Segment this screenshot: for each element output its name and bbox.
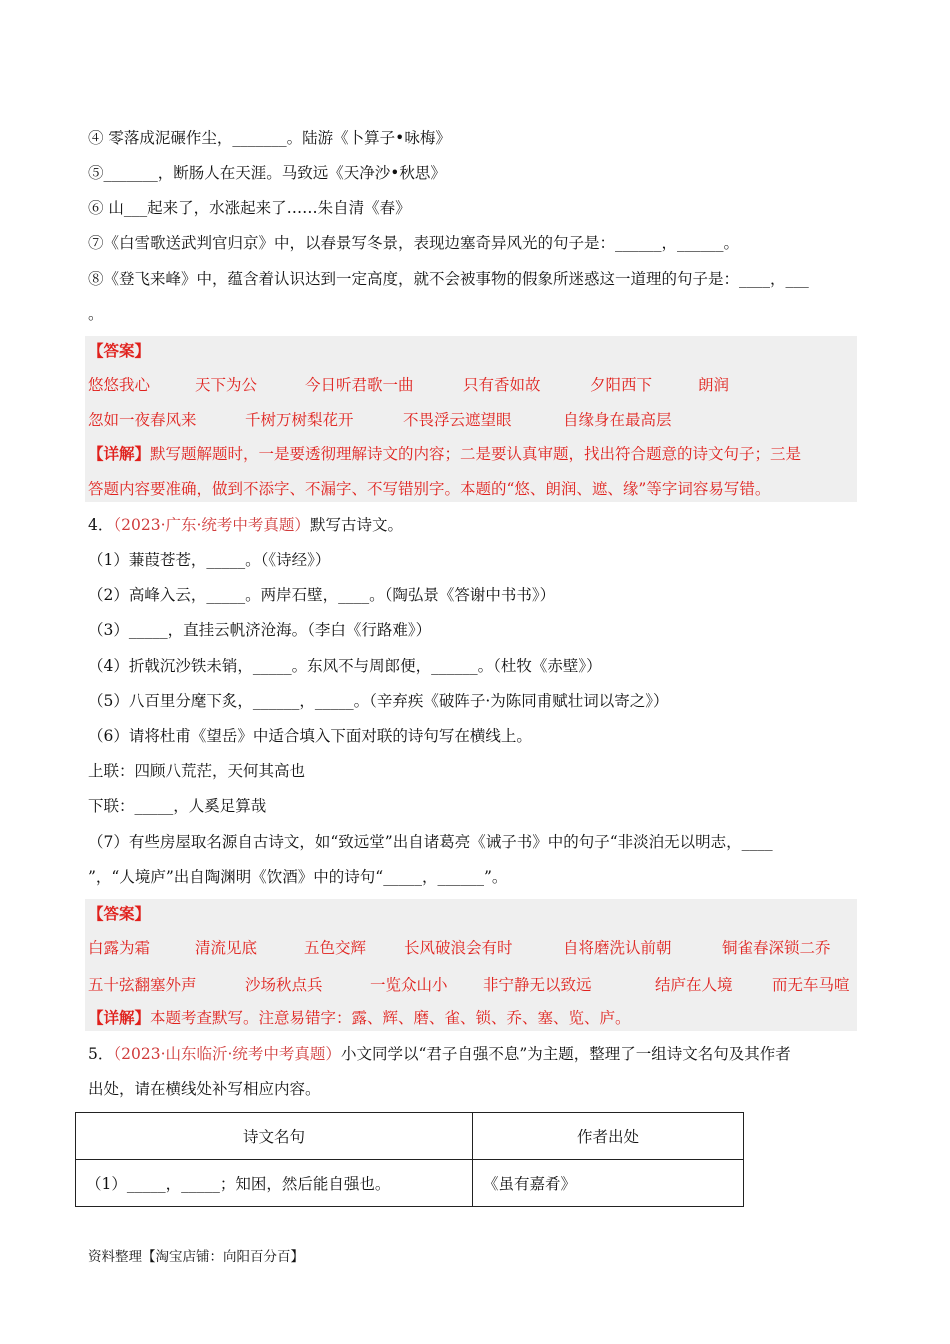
q3-detail-line-2: 答题内容要准确，做到不添字、不漏字、不写错别字。本题的“悠、朗润、遮、缘”等字词容易写错。 — [88, 480, 771, 498]
answer-item: 沙场秋点兵 — [245, 976, 323, 994]
q4-item-6: （6）请将杜甫《望岳》中适合填入下面对联的诗句写在横线上。 — [88, 727, 532, 745]
q3-item-7: ⑦《白雪歌送武判官归京》中，以春景写冬景，表现边塞奇异风光的句子是：______，______。 — [88, 234, 740, 252]
q4-answer-box — [85, 899, 857, 1031]
answer-item: 白露为霜 — [88, 939, 151, 957]
detail-text: 本题考查默写。注意易错字：露、辉、磨、雀、锁、乔、塞、览、庐。 — [150, 1009, 631, 1027]
q4-couplet-upper: 上联：四顾八荒茫，天何其高也 — [88, 762, 306, 780]
answer-item: 非宁静无以致远 — [483, 976, 592, 994]
answer-item: 铜雀春深锁二乔 — [722, 939, 831, 957]
q4-item-5: （5）八百里分麾下炙，______，_____。（辛弃疾《破阵子·为陈同甫赋壮词以寄之》） — [88, 692, 669, 710]
question-source: （2023·山东临沂·统考中考真题） — [113, 1045, 341, 1063]
answer-item: 清流见底 — [195, 939, 258, 957]
question-number: 4． — [88, 516, 114, 534]
answer-label: 【答案】 — [88, 341, 151, 360]
answer-item: 朗润 — [698, 376, 730, 394]
q5-prompt-cont: 出处，请在横线处补写相应内容。 — [88, 1080, 321, 1098]
q4-item-1: （1）蒹葭苍苍，_____。（《诗经》） — [88, 551, 331, 569]
q3-item-5: ⑤_______，断肠人在天涯。马致远《天净沙•秋思》 — [88, 164, 446, 182]
q4-heading — [88, 514, 870, 536]
answer-item: 天下为公 — [195, 376, 258, 394]
answer-item: 而无车马喧 — [772, 976, 850, 994]
answer-item: 自缘身在最高层 — [563, 411, 672, 429]
detail-label: 【详解】 — [88, 444, 151, 463]
question-source: （2023·广东·统考中考真题） — [113, 516, 310, 534]
answer-item: 不畏浮云遮望眼 — [403, 411, 512, 429]
table-cell: （1）_____，_____；知困，然后能自强也。 — [76, 1160, 473, 1207]
q5-heading — [88, 1043, 870, 1065]
answer-item: 忽如一夜春风来 — [88, 411, 197, 429]
answer-item: 悠悠我心 — [88, 376, 151, 394]
answer-item: 结庐在人境 — [655, 976, 733, 994]
q4-item-2: （2）高峰入云，_____。两岸石壁，____。（陶弘景《答谢中书书》） — [88, 586, 556, 604]
answer-label: 【答案】 — [88, 904, 151, 923]
q3-item-6: ⑥ 山___起来了，水涨起来了……朱自清《春》 — [88, 199, 411, 217]
answer-item: 一览众山小 — [370, 976, 448, 994]
poem-table — [75, 1112, 744, 1207]
answer-item: 夕阳西下 — [590, 376, 653, 394]
q4-item-7-cont: ”，“人境庐”出自陶渊明《饮酒》中的诗句“_____，______”。 — [88, 868, 508, 886]
q4-detail-line — [88, 1007, 631, 1029]
answer-item: 只有香如故 — [463, 376, 541, 394]
question-prompt: 默写古诗文。 — [309, 516, 403, 534]
answer-item: 五色交辉 — [304, 939, 367, 957]
table-header: 作者出处 — [473, 1113, 744, 1160]
question-number: 5． — [88, 1045, 114, 1063]
table-header-row — [76, 1113, 744, 1160]
question-prompt: 小文同学以“君子自强不息”为主题，整理了一组诗文名句及其作者 — [340, 1045, 791, 1063]
table-row — [76, 1160, 744, 1207]
q4-item-4: （4）折戟沉沙铁未销，_____。东风不与周郎便，______。（杜牧《赤壁》） — [88, 657, 602, 675]
answer-item: 长风破浪会有时 — [404, 939, 513, 957]
q4-item-3: （3）_____，直挂云帆济沧海。（李白《行路难》） — [88, 621, 432, 639]
detail-text: 默写题解题时，一是要透彻理解诗文的内容；二是要认真审题，找出符合题意的诗文句子；三是 — [150, 445, 802, 463]
q3-answer-box — [85, 336, 857, 502]
q3-item-4: ④ 零落成泥碾作尘，_______。陆游《卜算子•咏梅》 — [88, 129, 451, 147]
q3-item-8: ⑧《登飞来峰》中，蕴含着认识达到一定高度，就不会被事物的假象所迷惑这一道理的句子是：____，___ — [88, 270, 809, 288]
answer-item: 自将磨洗认前朝 — [563, 939, 672, 957]
answer-item: 今日听君歌一曲 — [305, 376, 414, 394]
q3-item-8-end: 。 — [88, 305, 104, 323]
q4-couplet-lower: 下联：_____，人奚足算哉 — [88, 797, 267, 815]
table-cell: 《虽有嘉肴》 — [473, 1160, 744, 1207]
answer-item: 千树万树梨花开 — [245, 411, 354, 429]
page-footer: 资料整理【淘宝店铺：向阳百分百】 — [88, 1249, 304, 1265]
detail-label: 【详解】 — [88, 1008, 151, 1027]
q4-item-7: （7）有些房屋取名源自古诗文，如“致远堂”出自诸葛亮《诫子书》中的句子“非淡泊无以明志，____ — [88, 833, 773, 851]
table-header: 诗文名句 — [76, 1113, 473, 1160]
q3-detail-line-1 — [88, 443, 801, 465]
answer-item: 五十弦翻塞外声 — [88, 976, 197, 994]
